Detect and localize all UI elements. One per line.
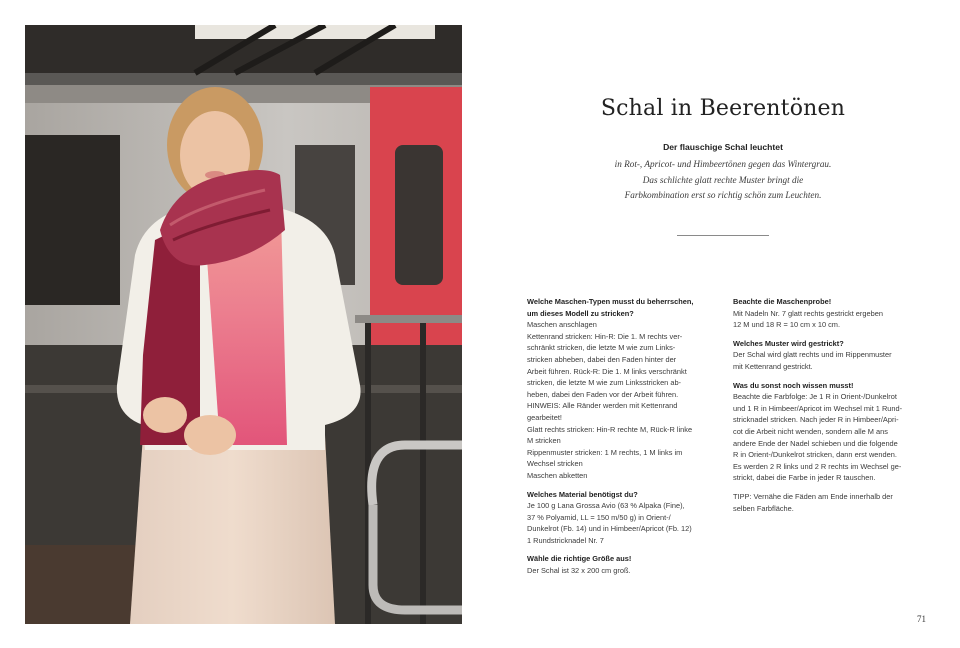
- technique-line: schränkt stricken, die letzte M wie zum Links-: [527, 343, 676, 353]
- technique-line: stricken, die letzte M wie zum Linksstricken ab-: [527, 378, 682, 388]
- material-line: Dunkelrot (Fb. 14) und in Himbeer/Apricot (Fb. 12): [527, 524, 692, 534]
- question-heading: Welches Material benötigst du?: [527, 489, 638, 499]
- gauge-line: Mit Nadeln Nr. 7 glatt rechts gestrickt ergeben: [733, 308, 883, 318]
- note-line: andere Ende der Nadel schieben und die folgende: [733, 438, 898, 448]
- note-line: Beachte die Farbfolge: Je 1 R in Orient-/Dunkelrot: [733, 392, 897, 402]
- question-heading: Wähle die richtige Größe aus!: [527, 554, 632, 564]
- tip-line: selben Farbfläche.: [733, 503, 794, 513]
- technique-line: heben, dabei den Faden vor der Arbeit führen.: [527, 389, 679, 399]
- lead-paragraph: [585, 157, 861, 204]
- material-line: 37 % Polyamid, LL = 150 m/50 g) in Orient-/: [527, 512, 671, 522]
- technique-line: HINWEIS: Alle Ränder werden mit Kettenrand: [527, 401, 678, 411]
- model-photo: [25, 25, 462, 624]
- technique-line: Glatt rechts stricken: Hin-R rechte M, Rück-R linke: [527, 424, 693, 434]
- technique-line: Maschen anschlagen: [527, 320, 597, 330]
- gauge-line: 12 M und 18 R = 10 cm x 10 cm.: [733, 320, 841, 330]
- page-number: 71: [917, 614, 926, 624]
- note-line: R in Orient-/Dunkelrot stricken, dann erst wenden.: [733, 450, 897, 460]
- instructions-right-column: [733, 296, 919, 514]
- tip-line: TIPP: Vernähe die Fäden am Ende innerhalb der: [733, 491, 893, 501]
- technique-line: gearbeitet!: [527, 412, 562, 422]
- technique-line: Kettenrand stricken: Hin-R: Die 1. M rechts ver-: [527, 331, 683, 341]
- lead-line: in Rot-, Apricot- und Himbeertönen gegen das Wintergrau.: [614, 159, 832, 169]
- note-line: stricknadel stricken. Nach jeder R in Himbeer/Apri-: [733, 415, 899, 425]
- material-line: 1 Rundstricknadel Nr. 7: [527, 535, 604, 545]
- lead-heading: Der flauschige Schal leuchtet: [663, 142, 783, 152]
- technique-line: Arbeit führen. Rück-R: Die 1. M links verschränkt: [527, 366, 687, 376]
- note-line: cot die Arbeit nicht wenden, sondern alle M ans: [733, 426, 888, 436]
- pattern-line: mit Kettenrand gestrickt.: [733, 361, 813, 371]
- instructions-left-column: [527, 296, 715, 577]
- question-heading: Welche Maschen-Typen musst du beherrschen,: [527, 297, 694, 306]
- technique-line: Wechsel stricken: [527, 459, 583, 469]
- technique-line: stricken abheben, dabei den Faden hinter der: [527, 354, 677, 364]
- technique-line: Maschen abketten: [527, 470, 588, 480]
- note-line: und 1 R in Himbeer/Apricot im Wechsel mit 1 Rund-: [733, 403, 903, 413]
- question-heading: Was du sonst noch wissen musst!: [733, 380, 854, 390]
- technique-line: M stricken: [527, 436, 561, 446]
- pattern-line: Der Schal wird glatt rechts und im Rippenmuster: [733, 350, 892, 360]
- size-line: Der Schal ist 32 x 200 cm groß.: [527, 566, 631, 576]
- material-line: Je 100 g Lana Grossa Avio (63 % Alpaka (Fine),: [527, 501, 685, 511]
- question-heading: Welches Muster wird gestrickt?: [733, 338, 844, 348]
- page-title: Schal in Beerentönen: [600, 96, 846, 121]
- lead-line: Das schlichte glatt rechte Muster bringt die: [642, 174, 804, 185]
- lead-line: Farbkombination erst so richtig schön zum Leuchten.: [624, 190, 822, 200]
- question-heading: um dieses Modell zu stricken?: [527, 308, 634, 318]
- note-line: Es werden 2 R links und 2 R rechts im Wechsel ge-: [733, 461, 902, 471]
- question-heading: Beachte die Maschenprobe!: [733, 297, 832, 306]
- note-line: strickt, dabei die Farbe in jeder R tauschen.: [733, 473, 876, 483]
- technique-line: Rippenmuster stricken: 1 M rechts, 1 M links im: [527, 447, 683, 457]
- divider-line: [677, 235, 769, 236]
